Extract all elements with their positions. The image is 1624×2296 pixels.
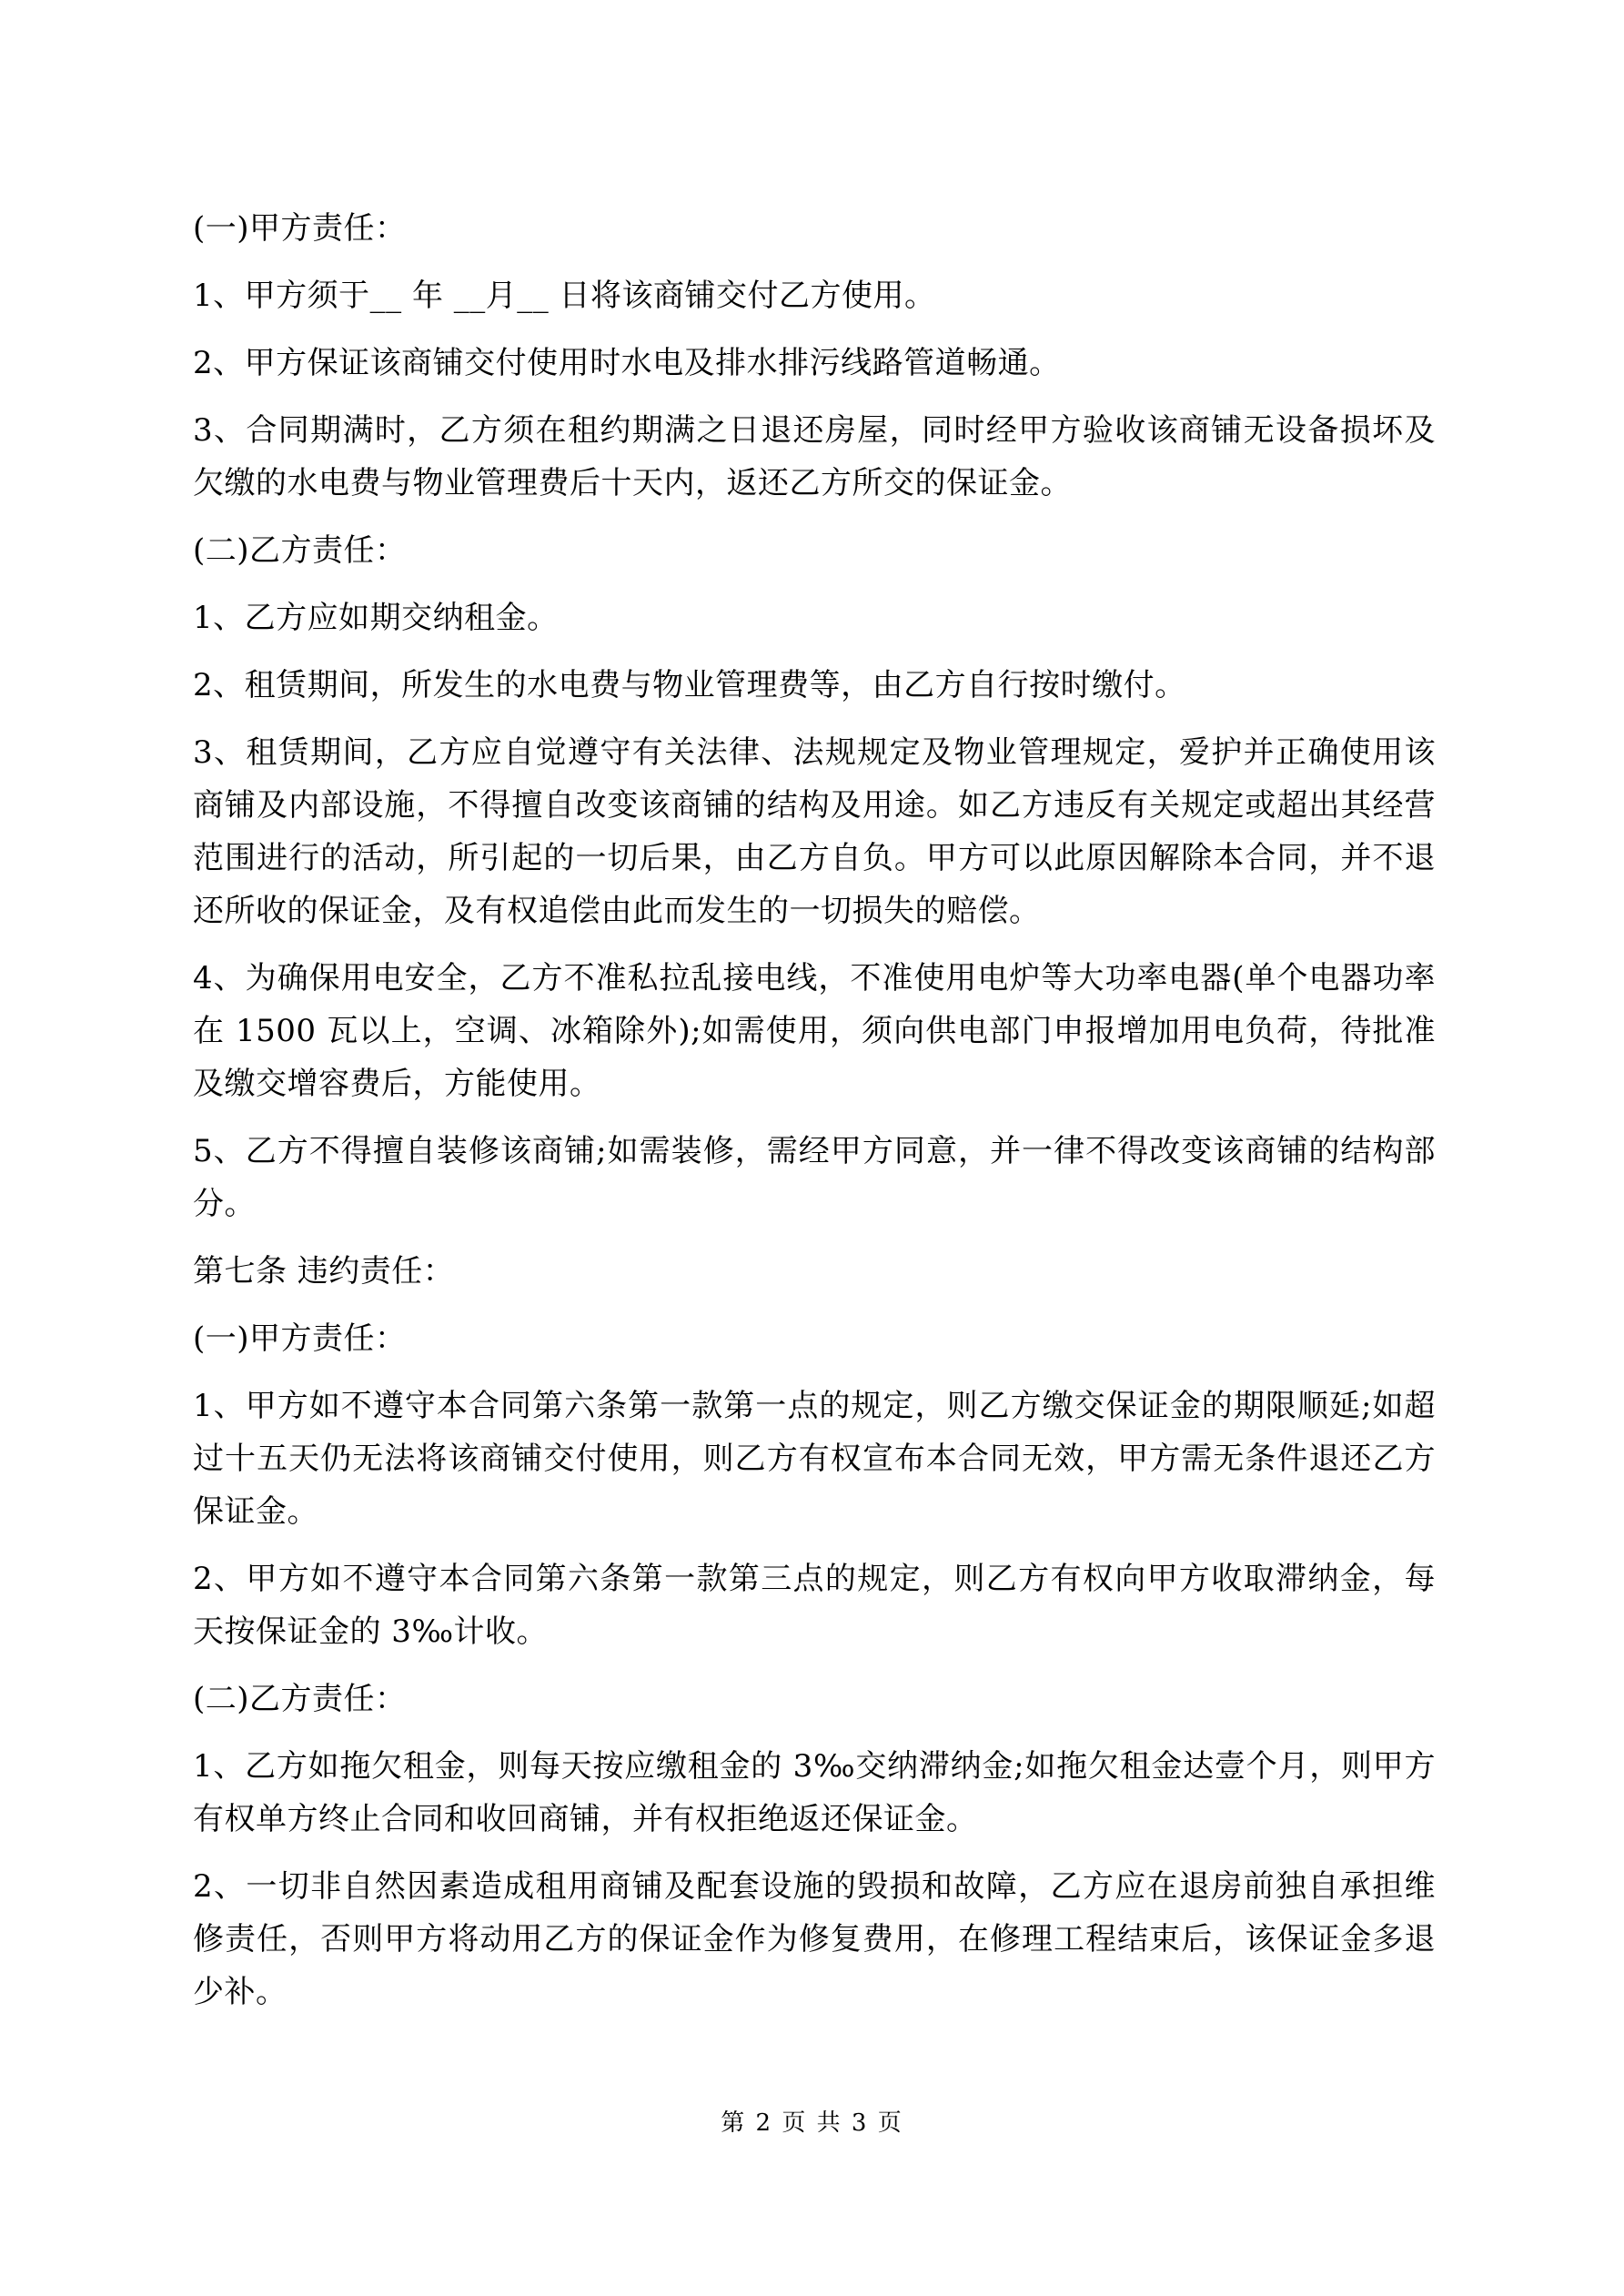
clause-paragraph: 1、甲方如不遵守本合同第六条第一款第一点的规定，则乙方缴交保证金的期限顺延;如超过十五天仍无法将该商铺交付使用，则乙方有权宣布本合同无效，甲方需无条件退还乙方保证金。 xyxy=(193,1388,1436,1530)
clause-paragraph: 1、乙方应如期交纳租金。 xyxy=(193,600,559,636)
section-heading-party-a: (一)甲方责任： xyxy=(193,1320,407,1357)
section-heading-party-b: (二)乙方责任： xyxy=(193,532,407,569)
clause-paragraph: 1、甲方须于__ 年 __月__ 日将该商铺交付乙方使用。 xyxy=(193,278,936,314)
clause-paragraph: 1、乙方如拖欠租金，则每天按应缴租金的 3‰交纳滞纳金;如拖欠租金达壹个月，则甲方有权单方终止合同和收回商铺，并有权拒绝返还保证金。 xyxy=(193,1748,1436,1837)
clause-paragraph: 2、租赁期间，所发生的水电费与物业管理费等，由乙方自行按时缴付。 xyxy=(193,667,1186,703)
section-heading-party-a: (一)甲方责任： xyxy=(193,210,407,247)
clause-paragraph: 3、租赁期间，乙方应自觉遵守有关法律、法规规定及物业管理规定，爱护并正确使用该商铺及内部设施，不得擅自改变该商铺的结构及用途。如乙方违反有关规定或超出其经营范围进行的活动，所引起的一切后果，由乙方自负。甲方可以此原因解除本合同，并不退还所收的保证金，及有权追偿由此而发生的一切损失的赔偿。 xyxy=(193,734,1436,929)
clause-paragraph: 3、合同期满时，乙方须在租约期满之日退还房屋，同时经甲方验收该商铺无设备损坏及欠缴的水电费与物业管理费后十天内，返还乙方所交的保证金。 xyxy=(193,412,1436,501)
section-heading-party-b: (二)乙方责任： xyxy=(193,1681,407,1717)
clause-paragraph: 2、甲方如不遵守本合同第六条第一款第三点的规定，则乙方有权向甲方收取滞纳金，每天按保证金的 3‰计收。 xyxy=(193,1561,1436,1650)
page-footer: 第 2 页 共 3 页 xyxy=(721,2109,903,2137)
clause-paragraph: 5、乙方不得擅自装修该商铺;如需装修，需经甲方同意，并一律不得改变该商铺的结构部分。 xyxy=(193,1133,1436,1222)
clause-paragraph: 4、为确保用电安全，乙方不准私拉乱接电线，不准使用电炉等大功率电器(单个电器功率在 1500 瓦以上，空调、冰箱除外);如需使用，须向供电部门申报增加用电负荷，待批准及缴交增容费后，方能使用。 xyxy=(193,960,1436,1102)
clause-paragraph: 2、一切非自然因素造成租用商铺及配套设施的毁损和故障，乙方应在退房前独自承担维修责任，否则甲方将动用乙方的保证金作为修复费用，在修理工程结束后，该保证金多退少补。 xyxy=(193,1868,1436,2010)
article-heading: 第七条 违约责任： xyxy=(193,1253,455,1290)
clause-paragraph: 2、甲方保证该商铺交付使用时水电及排水排污线路管道畅通。 xyxy=(193,345,1061,381)
document-body xyxy=(193,202,1436,2033)
